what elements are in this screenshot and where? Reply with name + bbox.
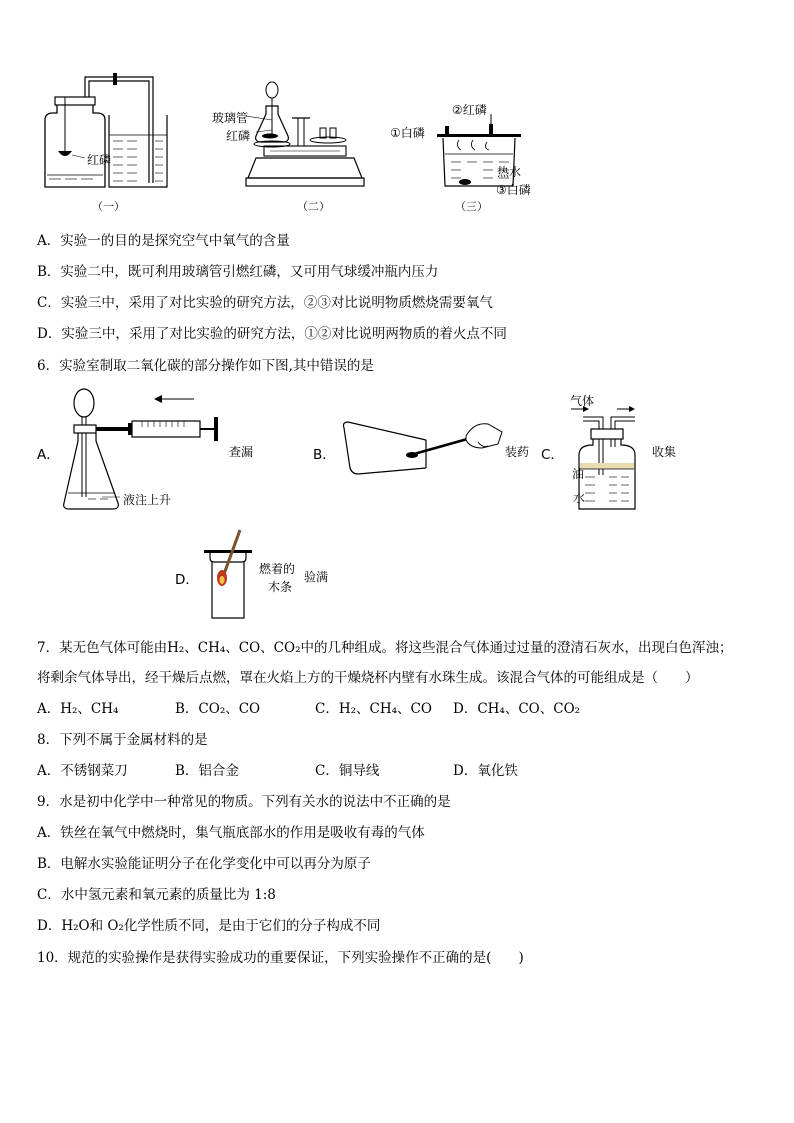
q7-stem-line-1: 7．某无色气体可能由H₂、CH₄、CO、CO₂中的几种组成。将这些混合气体通过过量的澄清石灰水，出现白色浑浊； <box>37 640 733 656</box>
q7-option-b: B．CO₂、CO <box>175 701 261 717</box>
fig3-label-1: ①白磷 <box>390 126 425 140</box>
q7-options <box>37 697 580 717</box>
fig1-label-red-phosphorus: 红磷 <box>87 153 112 167</box>
q9-option-c: C．水中氢元素和氧元素的质量比为 1:8 <box>37 887 276 903</box>
q7-stem-line-2: 将剩余气体导出，经干燥后点燃，罩在火焰上方的干燥烧杯内壁有水珠生成。该混合气体的可能组成是（ ） <box>37 670 699 686</box>
q6-d-label-1: 燃着的 <box>259 562 296 576</box>
q8-option-b: B．铝合金 <box>175 763 239 779</box>
q6-c-caption: 收集 <box>652 445 677 459</box>
fig2-balance-apparatus <box>252 80 372 195</box>
q6-a-letter: A． <box>37 447 60 463</box>
q6-d-label-2: 木条 <box>268 580 293 594</box>
q6-d-letter: D． <box>175 572 199 588</box>
q8-options <box>37 759 518 779</box>
q7-option-d: D．CH₄、CO、CO₂ <box>453 701 581 717</box>
q6-stem: 6．实验室制取二氧化碳的部分操作如下图,其中错误的是 <box>37 358 374 374</box>
q5-option-b: B．实验二中，既可利用玻璃管引燃红磷，又可用气球缓冲瓶内压力 <box>37 264 439 280</box>
fig2-caption: （二） <box>297 200 330 213</box>
q5-option-c: C．实验三中，采用了对比实验的研究方法，②③对比说明物质燃烧需要氧气 <box>37 295 493 311</box>
q8-option-d: D．氧化铁 <box>453 763 518 779</box>
fig3-label-3: ③白磷 <box>496 183 531 197</box>
q8-option-c: C．铜导线 <box>315 763 380 779</box>
q6-a-label-liquid-rises: 液注上升 <box>123 493 172 507</box>
fig3-caption: （三） <box>455 200 488 213</box>
q6-c-label-oil: 油 <box>572 467 585 481</box>
q10-stem: 10．规范的实验操作是获得实验成功的重要保证，下列实验操作不正确的是( ) <box>37 950 524 966</box>
q9-option-d: D．H₂O和 O₂化学性质不同，是由于它们的分子构成不同 <box>37 918 381 934</box>
fig2-label-glass-tube: 玻璃管 <box>212 111 249 125</box>
fig2-label-red-phosphorus: 红磷 <box>226 129 251 143</box>
q9-option-b: B．电解水实验能证明分子在化学变化中可以再分为原子 <box>37 856 371 872</box>
fig1-apparatus <box>35 75 195 195</box>
q5-option-a: A．实验一的目的是探究空气中氧气的含量 <box>37 233 290 249</box>
q6-c-label-gas: 气体 <box>570 394 595 408</box>
q6-d-caption: 验满 <box>304 570 329 584</box>
q9-stem: 9．水是初中化学中一种常见的物质。下列有关水的说法中不正确的是 <box>37 794 451 810</box>
q9-option-a: A．铁丝在氧气中燃烧时，集气瓶底部水的作用是吸收有毒的气体 <box>37 825 425 841</box>
fig3-label-2: ②红磷 <box>452 103 487 117</box>
fig3-label-water: 热水 <box>497 165 522 179</box>
q6-c-letter: C． <box>541 447 564 463</box>
q6-b-letter: B． <box>313 447 336 463</box>
q8-stem: 8．下列不属于金属材料的是 <box>37 732 208 748</box>
fig1-caption: （一） <box>92 200 125 213</box>
q6-a-caption: 查漏 <box>229 445 254 459</box>
q7-option-a: A．H₂、CH₄ <box>37 701 119 717</box>
q6-d-gas-jar-test <box>200 528 260 623</box>
q8-option-a: A．不锈钢菜刀 <box>37 763 128 779</box>
q6-b-test-tube-loading <box>342 418 512 488</box>
q5-option-d: D．实验三中，采用了对比实验的研究方法，①②对比说明两物质的着火点不同 <box>37 326 507 342</box>
q6-c-label-water: 水 <box>573 491 586 505</box>
fig2-label-pointers <box>246 110 286 130</box>
q7-option-c: C．H₂、CH₄、CO <box>315 701 432 717</box>
q6-b-caption: 装药 <box>505 445 530 459</box>
